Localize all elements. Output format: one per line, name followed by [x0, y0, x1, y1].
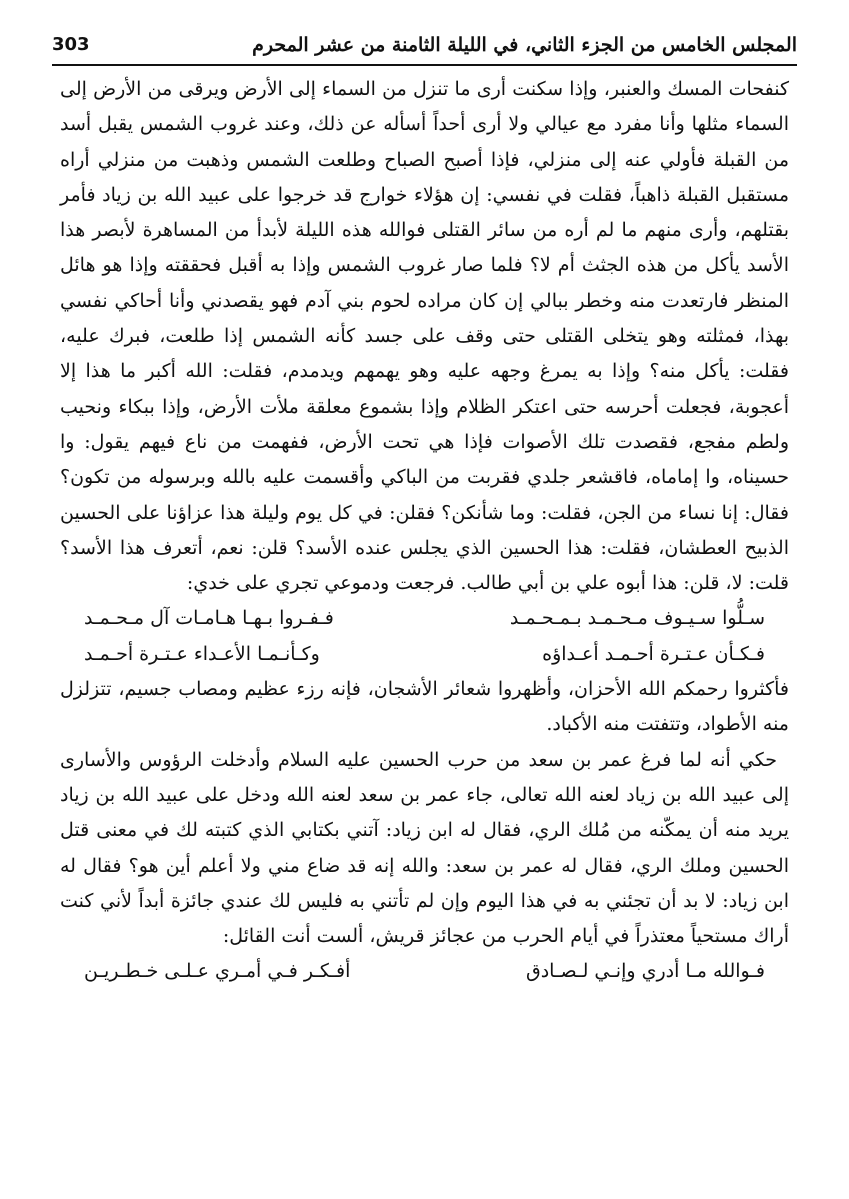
poem-block — [60, 601, 789, 672]
page-body — [60, 72, 789, 990]
body-paragraph: فأكثروا رحمكم الله الأحزان، وأظهروا شعائر الأشجان، فإنه رزء عظيم ومصاب جسيم، تتزلزل منه الأطواد، وتتفتت منه الأكباد. — [60, 678, 789, 736]
verse-second-hemistich: وكـأنـمـا الأعـداء عـتـرة أحـمـد — [84, 642, 320, 665]
running-title: المجلس الخامس من الجزء الثاني، في الليلة الثامنة من عشر المحرم — [252, 34, 797, 56]
verse-second-hemistich: فـفـروا بـهـا هـامـات آل مـحـمـد — [84, 607, 334, 630]
poem-verse — [60, 601, 789, 636]
poem-block — [60, 954, 789, 989]
body-paragraph: حكي أنه لما فرغ عمر بن سعد من حرب الحسين عليه السلام وأدخلت الرؤوس والأسارى إلى عبيد الله بن زياد لعنه الله تعالى، جاء عمر بن سعد لعنه الله ودخل على عبيد الله بن زياد يريد منه أن يمكّنه من مُلك الري، فقال له ابن زياد: آتني بكتابي الذي كتبته لك في معنى قتل الحسين وملك الري، فقال له عمر بن سعد: والله إنه قد ضاع مني ولا أعلم أين هو؟ فقال له ابن زياد: لا بد أن تجئني به في هذا اليوم وإن لم تأتني به فليس لك عندي جائزة أبداً لأني كنت أراك مستحياً معتذراً في أيام الحرب من عجائز قريش، ألست أنت القائل: — [60, 748, 789, 948]
poem-verse — [60, 637, 789, 672]
body-paragraph: كنفحات المسك والعنبر، وإذا سكنت أرى ما تنزل من السماء إلى الأرض ويرقى من الأرض إلى السماء مثلها وأنا مفرد مع عيالي ولا أرى أحداً أسأله عن ذلك، وعند غروب الشمس يقبل أسد من القبلة فأولي عنه إلى منزلي، فإذا أصبح الصباح وطلعت الشمس وذهبت من منزلي أراه مستقبل القبلة ذاهباً، فقلت في نفسي: إن هؤلاء خوارج قد خرجوا على عبيد الله بن زياد فأمر بقتلهم، وأرى منهم ما لم أره من سائر القتلى فوالله هذه الليلة لأبدأ من المساهرة لأبصر هذا الأسد يأكل من هذه الجثث أم لا؟ فلما صار غروب الشمس وإذا به أقبل فحققته وإذا هو هائل المنظر فارتعدت منه وخطر ببالي إن كان مراده لحوم بني آدم فهو يقصدني وأنا أحاكي نفسي بهذا، فمثلته وهو يتخلى القتلى حتى وقف على جسد كأنه الشمس إذا طلعت، فبرك عليه، فقلت: يأكل منه؟ وإذا به يمرغ وجهه عليه وهو يهمهم ويدمدم، فقلت: الله أكبر ما هذا إلا أعجوبة، فجعلت أحرسه حتى اعتكر الظلام وإذا بشموع معلقة ملأت الأرض، وإذا ببكاء ونحيب ولطم مفجع، فقصدت تلك الأصوات فإذا هي تحت الأرض، ففهمت من ناع فيهم يقول: وا حسيناه، وا إماماه، فاقشعر جلدي فقربت من الباكي وأقسمت عليه بالله وبرسوله من تكون؟ فقال: إنا نساء من الجن، فقلت: وما شأنكن؟ فقلن: في كل يوم وليلة هذا عزاؤنا على الحسين الذبيح العطشان، فقلت: هذا الحسين الذي يجلس عنده الأسد؟ قلن: نعم، أتعرف هذا الأسد؟ قلت: لا، قلن: هذا أبوه علي بن أبي طالب. فرجعت ودموعي تجري على خدي: — [60, 78, 789, 595]
page-number: 303 — [52, 34, 90, 55]
poem-verse — [60, 954, 789, 989]
verse-first-hemistich: فـكـأن عـتـرة أحـمـد أعـداؤه — [542, 642, 765, 665]
page-header — [52, 30, 797, 66]
verse-first-hemistich: فـوالله مـا أدري وإنـي لـصـادق — [525, 960, 765, 983]
verse-second-hemistich: أفـكـر فـي أمـري عـلـى خـطـريـن — [84, 960, 351, 983]
header-rule — [52, 64, 797, 66]
verse-first-hemistich: سـلُّوا سـيـوف مـحـمـد بـمـحـمـد — [509, 607, 765, 630]
